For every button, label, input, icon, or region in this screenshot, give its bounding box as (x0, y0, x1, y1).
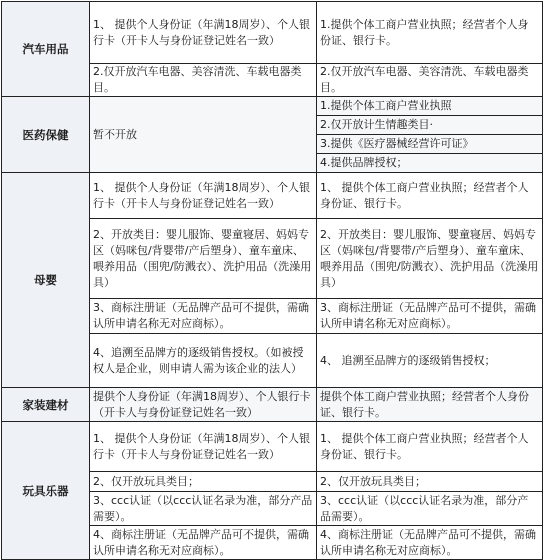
individual-requirement-cell: 提供个人身份证（年满18周岁）、个人银行卡（开卡人与身份证登记姓名一致） (90, 388, 317, 422)
individual-requirement-cell: 1、 提供个人身份证（年满18周岁）、个人银行卡（开卡人与身份证登记姓名一致） (90, 173, 317, 219)
business-requirement-cell: 3、商标注册证（无品牌产品可不提供，需确认所申请名称无对应商标）。 (317, 299, 543, 334)
business-requirement-cell: 4、商标注册证（无品牌产品可不提供，需确认所申请名称无对应商标）。 (317, 526, 543, 560)
individual-requirement-cell: 2.仅开放汽车电器、美容清洗、车载电器类目。 (90, 64, 317, 97)
individual-requirement-cell: 3、ccc认证（以ccc认证名录为准，部分产品需要）。 (90, 492, 317, 526)
requirements-table (1, 1, 543, 560)
business-requirement-cell: 2、开放类目：婴儿服饰、婴童寝居、妈妈专区（妈咪包/背婴带/产后塑身）、童车童床、喂养用品（围兜/防溅衣）、洗护用品（洗澡用具） (317, 219, 543, 299)
business-requirement-cell: 2.仅开放计生情趣类目· (317, 116, 543, 135)
individual-requirement-cell: 4、商标注册证（无品牌产品可不提供，需确认所申请名称无对应商标）。 (90, 526, 317, 560)
table-row (2, 2, 543, 64)
category-cell: 玩具乐器 (2, 422, 90, 560)
business-requirement-cell: 4、 追溯至品牌方的逐级销售授权； (317, 334, 543, 388)
business-requirement-cell: 提供个体工商户营业执照；经营者个人身份证、银行卡。 (317, 388, 543, 422)
individual-requirement-cell: 3、商标注册证（无品牌产品可不提供，需确认所申请名称无对应商标）。 (90, 299, 317, 334)
category-cell: 医药保健 (2, 97, 90, 173)
business-requirement-cell: 3.提供《医疗器械经营许可证》 (317, 135, 543, 154)
business-requirement-cell: 1、 提供个体工商户营业执照；经营者个人身份证、银行卡。 (317, 173, 543, 219)
business-requirement-cell: 1.提供个体工商户营业执照；经营者个人身份证、银行卡。 (317, 2, 543, 64)
business-requirement-cell: 4.提供品牌授权； (317, 154, 543, 173)
business-requirement-cell: 1.提供个体工商户营业执照 (317, 97, 543, 116)
table-row (2, 97, 543, 116)
business-requirement-cell: 3、ccc认证（以ccc认证名录为准，部分产品需要）。 (317, 492, 543, 526)
table-row (2, 388, 543, 422)
individual-requirement-cell: 1、 提供个人身份证（年满18周岁）、个人银行卡（开卡人与身份证登记姓名一致） (90, 422, 317, 472)
individual-requirement-cell: 暂不开放 (90, 97, 317, 173)
individual-requirement-cell: 1、 提供个人身份证（年满18周岁）、个人银行卡（开卡人与身份证登记姓名一致） (90, 2, 317, 64)
category-cell: 汽车用品 (2, 2, 90, 97)
individual-requirement-cell: 2、仅开放玩具类目； (90, 472, 317, 492)
business-requirement-cell: 2、仅开放玩具类目； (317, 472, 543, 492)
individual-requirement-cell: 2、开放类目：婴儿服饰、婴童寝居、妈妈专区（妈咪包/背婴带/产后塑身）、童车童床、喂养用品（围兜/防溅衣）、洗护用品（洗澡用具） (90, 219, 317, 299)
requirements-table-body (2, 2, 543, 560)
business-requirement-cell: 2.仅开放汽车电器、美容清洗、车载电器类目。 (317, 64, 543, 97)
table-row (2, 422, 543, 472)
individual-requirement-cell: 4、追溯至品牌方的逐级销售授权。（如被授权人是企业，则申请人需为该企业的法人） (90, 334, 317, 388)
category-cell: 母婴 (2, 173, 90, 388)
table-row (2, 173, 543, 219)
category-cell: 家装建材 (2, 388, 90, 422)
business-requirement-cell: 1、 提供个体工商户营业执照；经营者个人身份证、银行卡。 (317, 422, 543, 472)
